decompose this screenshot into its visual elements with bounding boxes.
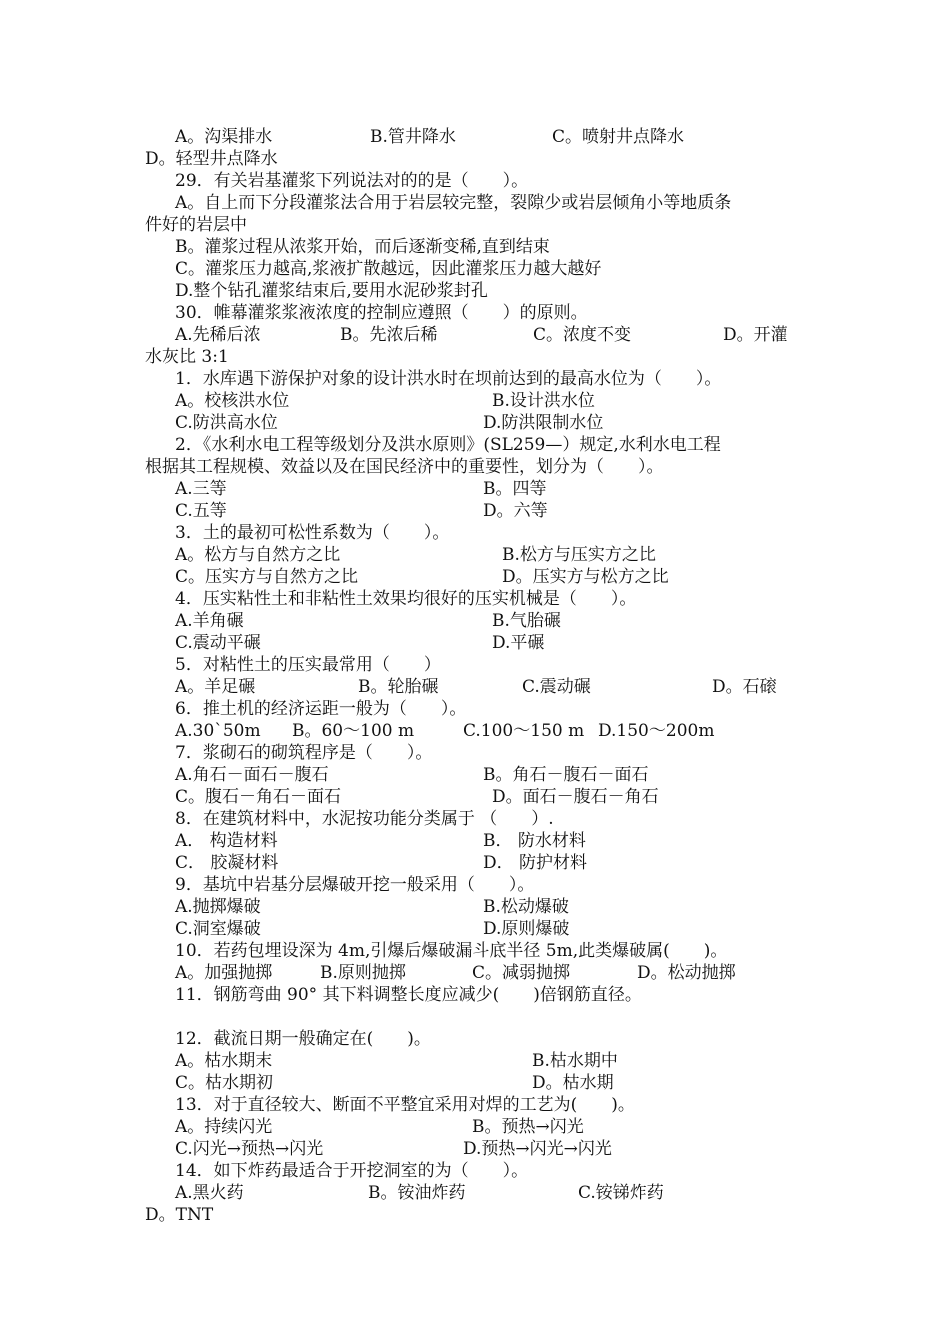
option-text: A.先稀后浓 [175, 325, 261, 345]
question-text: 2．《水利水电工程等级划分及洪水原则》(SL259—）规定,水利水电工程 [175, 435, 721, 455]
question-text: 4．压实粘性土和非粘性土效果均很好的压实机械是（ ）。 [175, 589, 637, 609]
option-text: A.角石－面石－腹石 [175, 765, 329, 785]
option-text: A.羊角碾 [175, 611, 244, 631]
option-text: B。先浓后稀 [340, 325, 438, 345]
option-text: B。轮胎碾 [358, 677, 439, 697]
question-text: 10．若药包埋设深为 4m,引爆后爆破漏斗底半径 5m,此类爆破属( )。 [175, 941, 728, 961]
question-text: 5．对粘性土的压实最常用（ ） [175, 655, 441, 675]
question-text: 29．有关岩基灌浆下列说法对的的是（ ）。 [175, 171, 529, 191]
option-text: D． 防护材料 [483, 853, 588, 873]
option-text: B。铵油炸药 [368, 1183, 466, 1203]
question-text: 3．土的最初可松性系数为（ ）。 [175, 523, 450, 543]
option-text: C。枯水期初 [175, 1073, 274, 1093]
option-text: D。六等 [483, 501, 548, 521]
question-text: 30．帷幕灌浆浆液浓度的控制应遵照（ ）的原则。 [175, 303, 588, 323]
question-text: 1．水库遇下游保护对象的设计洪水时在坝前达到的最高水位为（ ）。 [175, 369, 722, 389]
question-text: 根据其工程规模、效益以及在国民经济中的重要性，划分为（ ）。 [145, 457, 664, 477]
option-text: B.原则抛掷 [320, 963, 406, 983]
question-text: 12．截流日期一般确定在( )。 [175, 1029, 431, 1049]
option-text: C.100～150 m [463, 721, 585, 741]
option-text: 件好的岩层中 [145, 215, 247, 235]
option-text: 水灰比 3:1 [145, 347, 229, 367]
option-text: A。松方与自然方之比 [175, 545, 341, 565]
option-text: A.抛掷爆破 [175, 897, 261, 917]
option-text: D.防洪限制水位 [483, 413, 604, 433]
question-text: 9．基坑中岩基分层爆破开挖一般采用（ ）。 [175, 875, 535, 895]
option-text: D。松动抛掷 [637, 963, 736, 983]
option-text: C。减弱抛掷 [472, 963, 571, 983]
option-text: C． 胶凝材料 [175, 853, 279, 873]
option-text: D.150～200m [598, 721, 715, 741]
option-text: A.黑火药 [175, 1183, 244, 1203]
option-text: C.洞室爆破 [175, 919, 261, 939]
option-text: D。石磙 [712, 677, 777, 697]
question-text: 7．浆砌石的砌筑程序是（ ）。 [175, 743, 433, 763]
option-text: A.30`50m [175, 721, 261, 741]
question-text: 8．在建筑材料中，水泥按功能分类属于 （ ）. [175, 809, 554, 829]
option-text: B.松方与压实方之比 [502, 545, 656, 565]
option-text: C.震动平碾 [175, 633, 261, 653]
question-text: 11．钢筋弯曲 90° 其下料调整长度应减少( )倍钢筋直径。 [175, 985, 642, 1005]
option-text: A。自上而下分段灌浆法合用于岩层较完整，裂隙少或岩层倾角小等地质条 [175, 193, 732, 213]
option-text: C.铵锑炸药 [578, 1183, 664, 1203]
option-text: D。枯水期 [532, 1073, 614, 1093]
option-text: B。预热→闪光 [472, 1117, 584, 1137]
option-text: B。60～100 m [292, 721, 415, 741]
option-text: B.设计洪水位 [492, 391, 595, 411]
option-text: D。面石－腹石－角石 [492, 787, 659, 807]
option-text: C.闪光→预热→闪光 [175, 1139, 324, 1159]
option-text: D.预热→闪光→闪光 [463, 1139, 612, 1159]
option-text: B.枯水期中 [532, 1051, 618, 1071]
option-text: D。TNT [145, 1205, 214, 1225]
option-text: A。校核洪水位 [175, 391, 290, 411]
option-text: C。浓度不变 [533, 325, 632, 345]
option-text: A。加强抛掷 [175, 963, 273, 983]
option-text: D.平碾 [492, 633, 545, 653]
option-text: A。持续闪光 [175, 1117, 273, 1137]
option-text: C。腹石－角石－面石 [175, 787, 342, 807]
option-text: D。开灌 [723, 325, 788, 345]
option-text: D。轻型井点降水 [145, 149, 278, 169]
option-text: C。压实方与自然方之比 [175, 567, 359, 587]
option-text: B.气胎碾 [492, 611, 561, 631]
option-text: C.震动碾 [522, 677, 591, 697]
option-text: B． 防水材料 [483, 831, 586, 851]
option-text: A。沟渠排水 [175, 127, 273, 147]
option-text: C。喷射井点降水 [552, 127, 685, 147]
option-text: C.五等 [175, 501, 227, 521]
option-text: B。灌浆过程从浓浆开始，而后逐渐变稀,直到结束 [175, 237, 550, 257]
option-text: A。羊足碾 [175, 677, 256, 697]
option-text: B。角石－腹石－面石 [483, 765, 649, 785]
option-text: A． 构造材料 [175, 831, 278, 851]
question-text: 6．推土机的经济运距一般为（ ）。 [175, 699, 467, 719]
option-text: C。灌浆压力越高,浆液扩散越远，因此灌浆压力越大越好 [175, 259, 602, 279]
option-text: C.防洪高水位 [175, 413, 278, 433]
question-text: 13．对于直径较大、断面不平整宜采用对焊的工艺为( )。 [175, 1095, 635, 1115]
option-text: B.管井降水 [370, 127, 456, 147]
option-text: D。压实方与松方之比 [502, 567, 669, 587]
option-text: A。枯水期末 [175, 1051, 273, 1071]
question-text: 14．如下炸药最适合于开挖洞室的为（ ）。 [175, 1161, 529, 1181]
option-text: D.原则爆破 [483, 919, 570, 939]
option-text: D.整个钻孔灌浆结束后,要用水泥砂浆封孔 [175, 281, 488, 301]
option-text: B。四等 [483, 479, 547, 499]
option-text: A.三等 [175, 479, 227, 499]
option-text: B.松动爆破 [483, 897, 569, 917]
